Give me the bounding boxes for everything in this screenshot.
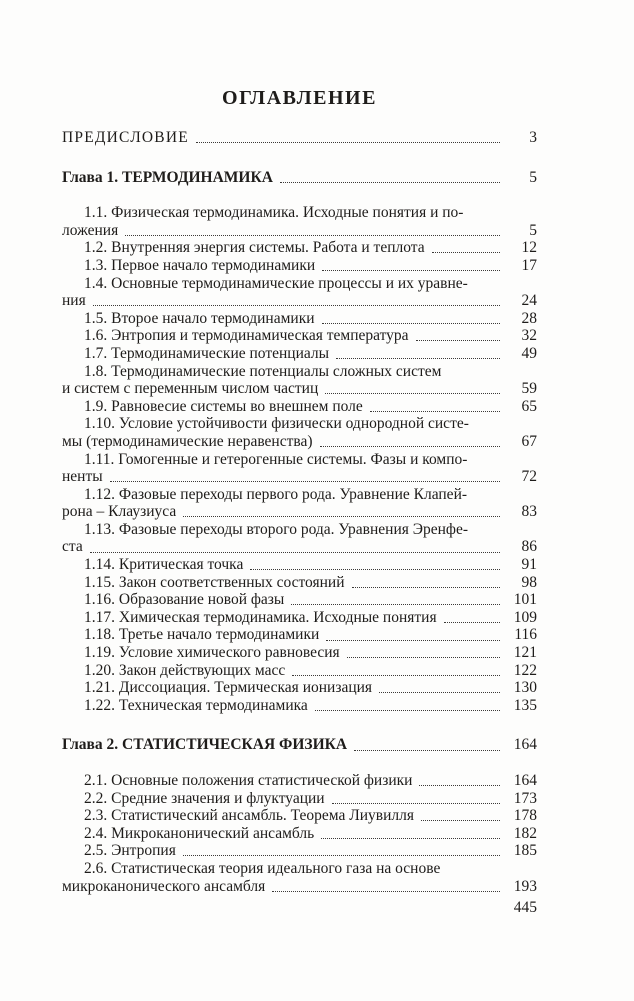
toc-entry (62, 310, 537, 328)
entry-page-number: 12 (521, 239, 537, 257)
dot-leader (125, 235, 500, 236)
entry-title-text: 1.6. Энтропия и термодинамическая температура (84, 327, 409, 345)
entry-title-text: 1.3. Первое начало термодинамики (84, 256, 316, 274)
entry-title-text: 1.22. Техническая термодинамика (84, 696, 308, 714)
entry-page-number: 91 (521, 556, 537, 574)
entry-title-text: 1.21. Диссоциация. Термическая ионизация (84, 679, 373, 697)
dot-leader (196, 142, 500, 143)
entry-last-line (62, 327, 537, 345)
entry-last-line (62, 644, 537, 662)
dot-leader (93, 305, 500, 306)
entry-title-text: 2.2. Средние значения и флуктуации (84, 789, 325, 807)
entry-page-number: 193 (513, 877, 537, 895)
toc-entry (62, 415, 537, 450)
toc-entry (62, 521, 537, 556)
entry-text-line: 1.11. Гомогенные и гетерогенные системы. Фазы и компо- (84, 450, 468, 468)
entry-page-number: 116 (514, 626, 537, 644)
entry-title-text: 1.19. Условие химического равновесия (84, 644, 340, 662)
toc-entries (62, 129, 537, 895)
entry-text-line: 1.12. Фазовые переходы первого рода. Уравнение Клапей- (84, 485, 468, 503)
entry-page-number: 5 (529, 221, 537, 239)
entry-page-number: 182 (513, 824, 537, 842)
entry-last-line (62, 790, 537, 808)
toc-entry (62, 644, 537, 662)
entry-last-line (62, 398, 537, 416)
entry-last-line (62, 380, 537, 398)
entry-last-line (62, 239, 537, 257)
dot-leader (379, 692, 500, 693)
entry-page-number: 67 (521, 432, 537, 450)
entry-last-line (62, 169, 537, 187)
entry-page-number: 59 (521, 380, 537, 398)
entry-page-number: 130 (513, 679, 537, 697)
entry-title-text: 1.18. Третье начало термодинамики (84, 626, 320, 644)
entry-last-line (62, 807, 537, 825)
dot-leader (444, 622, 500, 623)
entry-page-number: 83 (521, 503, 537, 521)
entry-last-line (62, 345, 537, 363)
entry-page-number: 49 (521, 344, 537, 362)
entry-title-text: 2.1. Основные положения статистической физики (84, 772, 413, 789)
entry-page-number: 3 (529, 129, 537, 146)
dot-leader (322, 270, 500, 271)
toc-entry (62, 825, 537, 843)
entry-title-text: 2.5. Энтропия (84, 842, 176, 860)
entry-title-text: 1.16. Образование новой фазы (84, 591, 285, 609)
entry-last-line (62, 772, 537, 790)
dot-leader (272, 891, 500, 892)
entry-page-number: 72 (521, 468, 537, 486)
entry-last-line (62, 591, 537, 609)
toc-entry (62, 556, 537, 574)
dot-leader (250, 569, 500, 570)
toc-entry (62, 609, 537, 627)
entry-last-line (62, 878, 537, 896)
entry-last-line (62, 626, 537, 644)
entry-last-line (62, 503, 537, 521)
entry-title-text: 2.4. Микроканонический ансамбль (84, 824, 315, 842)
dot-leader (370, 411, 500, 412)
entry-page-number: 178 (513, 807, 537, 825)
entry-title-text: Глава 1. ТЕРМОДИНАМИКА (62, 168, 273, 186)
entry-title-text: ложения (62, 221, 119, 239)
dot-leader (326, 640, 500, 641)
entry-title-text: ПРЕДИСЛОВИЕ (62, 129, 189, 146)
entry-title-text: 1.5. Второе начало термодинамики (84, 309, 315, 327)
entry-title-text: 1.15. Закон соответственных состояний (84, 573, 345, 591)
entry-last-line (62, 556, 537, 574)
toc-entry (62, 662, 537, 680)
entry-last-line (62, 679, 537, 697)
toc-entry (62, 239, 537, 257)
toc-entry (62, 574, 537, 592)
entry-title-text: мы (термодинамические неравенства) (62, 432, 313, 450)
dot-leader (291, 604, 500, 605)
entry-text-line: 1.4. Основные термодинамические процессы и их уравне- (84, 274, 468, 292)
entry-text-line: 2.6. Статистическая теория идеального газа на основе (84, 859, 441, 877)
toc-entry (62, 697, 537, 715)
toc-entry (62, 842, 537, 860)
entry-page-number: 122 (513, 661, 537, 679)
entry-title-text: и систем с переменным числом частиц (62, 380, 319, 398)
entry-text-line: 1.13. Фазовые переходы второго рода. Уравнения Эренфе- (84, 520, 468, 538)
dot-leader (183, 855, 500, 856)
entry-page-number: 173 (513, 789, 537, 807)
entry-last-line (62, 609, 537, 627)
dot-leader (336, 358, 500, 359)
toc-entry (62, 363, 537, 398)
dot-leader (332, 803, 500, 804)
entry-page-number: 65 (521, 397, 537, 415)
toc-entry (62, 451, 537, 486)
dot-leader (347, 657, 500, 658)
dot-leader (110, 481, 500, 482)
dot-leader (315, 710, 500, 711)
entry-last-line (62, 310, 537, 328)
entry-title-text: 1.17. Химическая термодинамика. Исходные понятия (84, 608, 437, 626)
entry-last-line (62, 433, 537, 451)
toc-entry (62, 736, 537, 754)
entry-title-text: ненты (62, 468, 103, 486)
entry-last-line (62, 257, 537, 275)
entry-title-text: 1.14. Критическая точка (84, 556, 244, 574)
dot-leader (419, 785, 500, 786)
entry-title-text: 1.20. Закон действующих масс (84, 661, 286, 679)
entry-title-text: рона – Клаузиуса (62, 503, 177, 521)
entry-last-line (62, 292, 537, 310)
entry-title-text: микроканонического ансамбля (62, 877, 266, 895)
entry-last-line (62, 574, 537, 592)
entry-page-number: 5 (529, 168, 537, 186)
entry-last-line (62, 842, 537, 860)
dot-leader (90, 552, 500, 553)
entry-text-line: 1.8. Термодинамические потенциалы сложных систем (84, 362, 442, 380)
entry-page-number: 98 (521, 573, 537, 591)
entry-title-text: 1.7. Термодинамические потенциалы (84, 344, 330, 362)
toc-entry (62, 257, 537, 275)
toc-entry (62, 486, 537, 521)
footer-page-number: 445 (513, 899, 537, 916)
dot-leader (421, 820, 500, 821)
entry-last-line (62, 825, 537, 843)
dot-leader (321, 838, 500, 839)
dot-leader (320, 446, 500, 447)
dot-leader (322, 323, 500, 324)
entry-page-number: 24 (521, 292, 537, 310)
entry-last-line (62, 697, 537, 715)
page-title: ОГЛАВЛЕНИЕ (222, 87, 377, 109)
toc-entry (62, 275, 537, 310)
entry-page-number: 101 (513, 591, 537, 609)
entry-last-line (62, 538, 537, 556)
entry-text-line: 1.10. Условие устойчивости физически однородной систе- (84, 415, 469, 433)
entry-page-number: 164 (513, 736, 537, 754)
entry-last-line (62, 222, 537, 240)
toc-entry (62, 345, 537, 363)
dot-leader (280, 182, 500, 183)
dot-leader (432, 252, 500, 253)
entry-page-number: 135 (513, 696, 537, 714)
entry-text-line: 1.1. Физическая термодинамика. Исходные понятия и по- (84, 204, 464, 222)
entry-page-number: 32 (521, 327, 537, 345)
entry-title-text: 2.3. Статистический ансамбль. Теорема Лиувилля (84, 807, 415, 825)
entry-page-number: 28 (521, 309, 537, 327)
toc-entry (62, 204, 537, 239)
dot-leader (325, 393, 500, 394)
toc-entry (62, 169, 537, 187)
toc-entry (62, 591, 537, 609)
entry-title-text: Глава 2. СТАТИСТИЧЕСКАЯ ФИЗИКА (62, 736, 348, 754)
entry-page-number: 164 (513, 772, 537, 789)
toc-entry (62, 626, 537, 644)
entry-title-text: ния (62, 292, 86, 310)
dot-leader (292, 675, 500, 676)
toc-entry (62, 807, 537, 825)
dot-leader (352, 587, 500, 588)
entry-last-line (62, 662, 537, 680)
toc-entry (62, 129, 537, 147)
entry-title-text: 1.2. Внутренняя энергия системы. Работа и теплота (84, 239, 425, 257)
entry-last-line (62, 736, 537, 754)
toc-entry (62, 860, 537, 895)
entry-title-text: ста (62, 538, 83, 556)
toc-entry (62, 679, 537, 697)
entry-last-line (62, 468, 537, 486)
dot-leader (183, 516, 500, 517)
dot-leader (416, 340, 500, 341)
entry-page-number: 121 (513, 644, 537, 662)
entry-title-text: 1.9. Равновесие системы во внешнем поле (84, 397, 363, 415)
entry-last-line (62, 129, 537, 147)
toc-entry (62, 398, 537, 416)
toc-entry (62, 790, 537, 808)
entry-page-number: 86 (521, 538, 537, 556)
toc-entry (62, 327, 537, 345)
entry-page-number: 109 (513, 608, 537, 626)
entry-page-number: 17 (521, 256, 537, 274)
entry-page-number: 185 (513, 842, 537, 860)
dot-leader (354, 750, 500, 751)
toc-entry (62, 772, 537, 790)
